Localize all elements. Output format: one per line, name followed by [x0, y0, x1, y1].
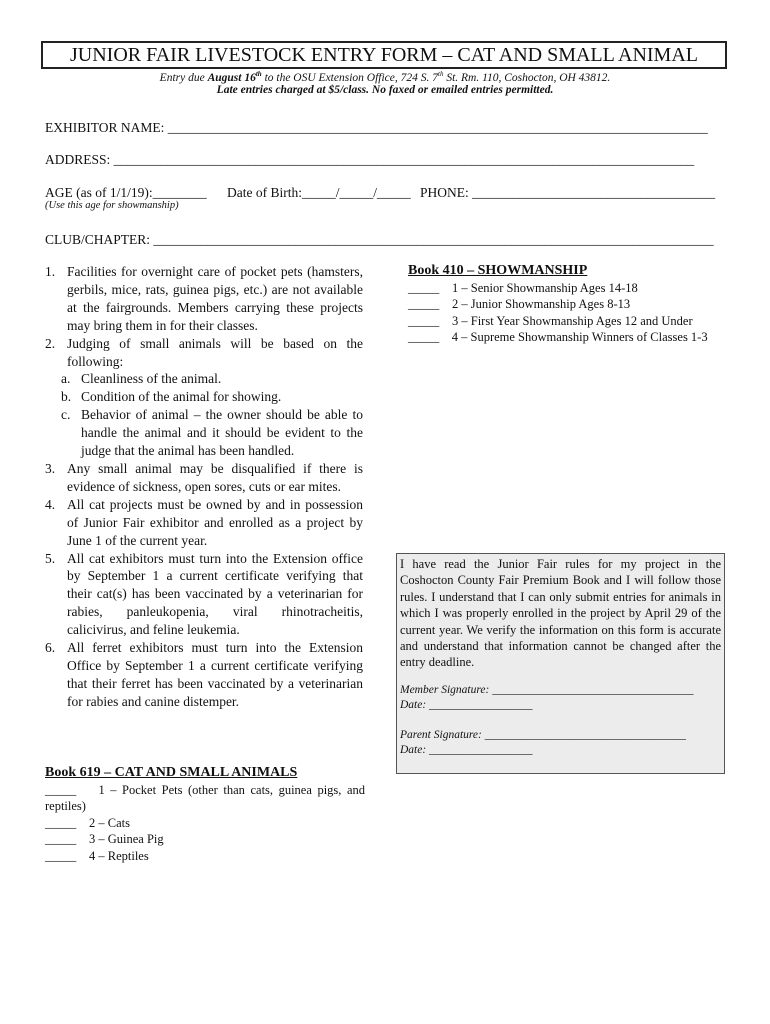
book-619-section — [45, 765, 365, 864]
rule-item: 3. Any small animal may be disqualified if there is evidence of sickness, open sores, cuts or ear mites. — [45, 460, 363, 494]
exhibitor-name-field[interactable]: EXHIBITOR NAME: ________________________________________________________________________________ — [45, 120, 708, 135]
book-410-section — [408, 263, 730, 346]
phone-field[interactable]: PHONE: ____________________________________ — [420, 185, 716, 200]
late-entry-notice: Late entries charged at $5/class. No faxed or emailed entries permitted. — [216, 84, 554, 96]
age-field[interactable]: AGE (as of 1/1/19):________ — [45, 185, 207, 200]
class-entry[interactable]: _____ 2 – Junior Showmanship Ages 8-13 — [408, 297, 631, 311]
book-619-title: Book 619 – CAT AND SMALL ANIMALS — [45, 765, 298, 780]
address-field[interactable]: ADDRESS: ______________________________________________________________________________________ — [45, 152, 695, 167]
rule-item: 5. All cat exhibitors must turn into the Extension office by September 1 a current certificate verifying that their cat(s) has been vaccinated by a veterinarian for rabies, panleukopenia, viral rhinotracheitis, calicivirus, and feline leukemia. — [45, 550, 363, 638]
class-entry[interactable]: _____ 4 – Reptiles — [45, 848, 149, 863]
class-entry[interactable]: _____ 2 – Cats — [45, 815, 130, 830]
rule-item: 1. Facilities for overnight care of pocket pets (hamsters, gerbils, mice, rats, guinea pigs, etc.) are not available at the fairgrounds. Members carrying these projects may bring them in for their classes. — [45, 264, 363, 333]
book-410-title: Book 410 – SHOWMANSHIP — [408, 263, 588, 278]
certification-text: I have read the Junior Fair rules for my project in the Coshocton County Fair Premium Book and I will follow those rules. I understand that I can only submit entries for animals in which I was properly enrolled in the project by April 29 of the current year. We verify the information on this form is accurate and understand that information cannot be changed after the entry deadline. — [400, 557, 721, 670]
parent-signature-field[interactable]: Parent Signature: ___________________________________ — [400, 728, 686, 741]
form-title: JUNIOR FAIR LIVESTOCK ENTRY FORM – CAT AND SMALL ANIMAL — [41, 41, 727, 69]
certification-box — [396, 553, 725, 774]
member-signature-field[interactable]: Member Signature: ___________________________________ — [400, 683, 694, 696]
class-entry[interactable]: _____ 3 – First Year Showmanship Ages 12 and Under — [408, 313, 693, 328]
rule-sub-item: a. Cleanliness of the animal. — [61, 371, 222, 387]
date-of-birth-field[interactable]: Date of Birth:_____/_____/_____ — [227, 185, 411, 200]
class-entry[interactable]: _____ 1 – Senior Showmanship Ages 14-18 — [408, 280, 638, 295]
entry-due-line: Entry due August 16th to the OSU Extension Office, 724 S. 7th St. Rm. 110, Coshocton, OH 43812. — [159, 70, 611, 84]
class-entry[interactable]: _____ 3 – Guinea Pig — [45, 832, 164, 846]
rule-item: 2. Judging of small animals will be based on the following: — [45, 335, 363, 369]
rule-sub-item: b. Condition of the animal for showing. — [61, 389, 282, 405]
class-entry[interactable]: _____ 1 – Pocket Pets (other than cats, guinea pigs, and reptiles) — [45, 782, 365, 813]
class-entry[interactable]: _____ 4 – Supreme Showmanship Winners of Classes 1-3 — [408, 330, 708, 344]
rule-item: 6. All ferret exhibitors must turn into the Extension Office by September 1 a current certificate verifying that their ferret has been vaccinated by a veterinarian for rabies and canine distemper. — [45, 640, 363, 709]
rule-sub-item: c. Behavior of animal – the owner should be able to handle the animal and it should be evident to the judge that the animal has been handled. — [61, 407, 363, 459]
rule-item: 4. All cat projects must be owned by and in possession of Junior Fair exhibitor and enrolled as a project by June 1 of the current year. — [45, 496, 363, 548]
club-chapter-field[interactable]: CLUB/CHAPTER: ___________________________________________________________________________________ — [45, 232, 714, 247]
member-date-field[interactable]: Date: __________________ — [400, 699, 533, 712]
age-note: (Use this age for showmanship) — [45, 200, 179, 211]
parent-date-field[interactable]: Date: __________________ — [400, 744, 533, 757]
rules-list — [45, 263, 363, 711]
